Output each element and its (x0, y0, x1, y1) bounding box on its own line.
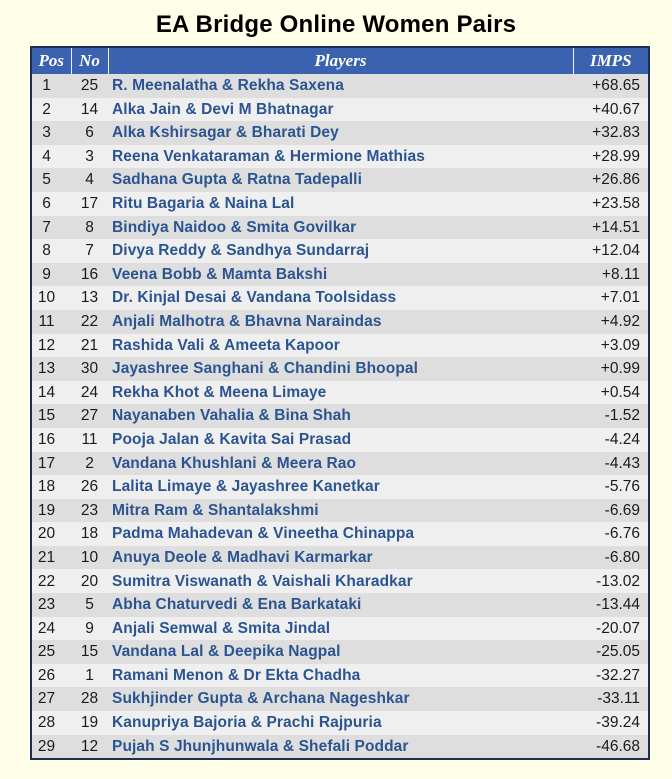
players-cell: Jayashree Sanghani & Chandini Bhoopal (112, 360, 419, 378)
players-cell: Lalita Limaye & Jayashree Kanetkar (112, 478, 380, 496)
players-cell: Rekha Khot & Meena Limaye (112, 383, 327, 401)
pos-cell: 11 (38, 312, 55, 330)
pos-cell: 8 (42, 242, 51, 260)
column-header-imps: IMPS (573, 47, 649, 74)
table-row (31, 404, 649, 428)
table-row (31, 475, 649, 499)
table-row (31, 334, 649, 358)
pos-cell: 12 (37, 336, 56, 354)
pos-cell: 2 (42, 100, 51, 118)
table-row (31, 452, 649, 476)
players-cell: Reena Venkataraman & Hermione Mathias (112, 147, 425, 165)
imps-cell: +40.67 (592, 100, 640, 118)
pos-cell: 13 (37, 360, 56, 378)
pos-cell: 3 (42, 124, 51, 142)
players-cell: Nayanaben Vahalia & Bina Shah (112, 407, 351, 425)
no-cell: 12 (80, 737, 99, 755)
imps-cell: +12.04 (592, 242, 640, 260)
pos-cell: 5 (42, 171, 51, 189)
pos-cell: 15 (37, 407, 56, 425)
imps-cell: -13.02 (596, 572, 640, 590)
no-cell: 26 (80, 478, 99, 496)
players-cell: Vandana Lal & Deepika Nagpal (112, 643, 341, 661)
players-cell: Ramani Menon & Dr Ekta Chadha (112, 666, 361, 684)
pos-cell: 19 (37, 501, 56, 519)
imps-cell: +0.99 (600, 360, 640, 378)
no-cell: 10 (80, 548, 99, 566)
table-row (31, 381, 649, 405)
players-cell: Sukhjinder Gupta & Archana Nageshkar (112, 690, 410, 708)
no-cell: 4 (85, 171, 94, 189)
table-row (31, 121, 649, 145)
imps-cell: +4.92 (600, 312, 640, 330)
table-row (31, 735, 649, 760)
pos-cell: 18 (37, 478, 56, 496)
table-row (31, 239, 649, 263)
pos-cell: 7 (42, 218, 51, 236)
table-row (31, 617, 649, 641)
imps-cell: -4.43 (604, 454, 640, 472)
no-cell: 24 (80, 383, 99, 401)
players-cell: Divya Reddy & Sandhya Sundarraj (112, 242, 370, 260)
pos-cell: 4 (42, 147, 51, 165)
imps-cell: -46.68 (596, 737, 640, 755)
pos-cell: 22 (37, 572, 56, 590)
imps-cell: -6.69 (604, 501, 640, 519)
imps-cell: -39.24 (596, 714, 640, 732)
page-title: EA Bridge Online Women Pairs (155, 11, 517, 38)
players-cell: Anjali Malhotra & Bhavna Naraindas (112, 312, 382, 330)
players-cell: Dr. Kinjal Desai & Vandana Toolsidass (112, 289, 397, 307)
players-cell: Pujah S Jhunjhunwala & Shefali Poddar (112, 737, 409, 755)
imps-cell: +32.83 (592, 124, 640, 142)
imps-cell: -6.80 (604, 548, 640, 566)
table-row (31, 192, 649, 216)
imps-cell: -4.24 (604, 430, 640, 448)
table-row (31, 593, 649, 617)
imps-cell: +3.09 (600, 336, 640, 354)
table-header (31, 47, 649, 74)
players-cell: R. Meenalatha & Rekha Saxena (112, 77, 344, 95)
pos-cell: 25 (37, 643, 56, 661)
table-row (31, 428, 649, 452)
pos-cell: 20 (37, 525, 56, 543)
players-cell: Ritu Bagaria & Naina Lal (112, 195, 295, 213)
table-row (31, 664, 649, 688)
table-row (31, 286, 649, 310)
players-cell: Padma Mahadevan & Vineetha Chinappa (112, 525, 415, 543)
pos-cell: 29 (37, 737, 56, 755)
table-row (31, 499, 649, 523)
imps-cell: -20.07 (596, 619, 640, 637)
pos-cell: 23 (37, 596, 56, 614)
no-cell: 23 (80, 501, 99, 519)
pos-cell: 16 (37, 430, 56, 448)
imps-cell: -6.76 (604, 525, 640, 543)
players-cell: Pooja Jalan & Kavita Sai Prasad (112, 430, 352, 448)
pos-cell: 17 (37, 454, 56, 472)
imps-cell: +26.86 (592, 171, 640, 189)
players-cell: Anjali Semwal & Smita Jindal (112, 619, 331, 637)
pos-cell: 1 (42, 77, 51, 95)
table-row (31, 145, 649, 169)
players-cell: Rashida Vali & Ameeta Kapoor (112, 336, 340, 354)
no-cell: 25 (80, 77, 99, 95)
players-cell: Kanupriya Bajoria & Prachi Rajpuria (112, 714, 382, 732)
imps-cell: +23.58 (592, 195, 640, 213)
table-row (31, 357, 649, 381)
pos-cell: 21 (37, 548, 56, 566)
no-cell: 21 (80, 336, 99, 354)
no-cell: 5 (85, 596, 94, 614)
table-row (31, 263, 649, 287)
no-cell: 17 (80, 195, 99, 213)
imps-cell: +28.99 (592, 147, 640, 165)
no-cell: 7 (85, 242, 94, 260)
players-cell: Vandana Khushlani & Meera Rao (112, 454, 357, 472)
players-cell: Abha Chaturvedi & Ena Barkataki (112, 596, 362, 614)
table-row (31, 522, 649, 546)
no-cell: 28 (80, 690, 99, 708)
no-cell: 9 (85, 619, 94, 637)
no-cell: 18 (80, 525, 99, 543)
table-row (31, 711, 649, 735)
no-cell: 27 (80, 407, 99, 425)
no-cell: 6 (85, 124, 94, 142)
results-table (30, 46, 650, 760)
players-cell: Veena Bobb & Mamta Bakshi (112, 265, 328, 283)
no-cell: 1 (85, 666, 94, 684)
pos-cell: 10 (37, 289, 56, 307)
table-row (31, 546, 649, 570)
no-cell: 11 (81, 430, 98, 448)
table-row (31, 168, 649, 192)
players-cell: Bindiya Naidoo & Smita Govilkar (112, 218, 357, 236)
column-header-players: Players (108, 47, 573, 74)
pos-cell: 14 (37, 383, 56, 401)
players-cell: Alka Jain & Devi M Bhatnagar (112, 100, 334, 118)
no-cell: 22 (80, 312, 99, 330)
players-cell: Anuya Deole & Madhavi Karmarkar (112, 548, 373, 566)
table-header-row (31, 47, 649, 74)
pos-cell: 24 (37, 619, 56, 637)
table-row (31, 569, 649, 593)
pos-cell: 26 (37, 666, 56, 684)
imps-cell: -13.44 (596, 596, 640, 614)
imps-cell: +0.54 (600, 383, 640, 401)
players-cell: Sumitra Viswanath & Vaishali Kharadkar (112, 572, 413, 590)
imps-cell: -32.27 (596, 666, 640, 684)
table-row (31, 74, 649, 98)
pos-cell: 28 (37, 714, 56, 732)
imps-cell: +14.51 (592, 218, 640, 236)
no-cell: 13 (80, 289, 99, 307)
pos-cell: 6 (42, 195, 51, 213)
no-cell: 30 (80, 360, 99, 378)
table-row (31, 640, 649, 664)
no-cell: 3 (85, 147, 94, 165)
pos-cell: 27 (37, 690, 56, 708)
column-header-pos: Pos (31, 47, 71, 74)
table-row (31, 216, 649, 240)
no-cell: 19 (80, 714, 99, 732)
table-row (31, 310, 649, 334)
imps-cell: +68.65 (592, 77, 640, 95)
no-cell: 14 (80, 100, 99, 118)
table-row (31, 98, 649, 122)
pos-cell: 9 (42, 265, 51, 283)
imps-cell: +8.11 (601, 265, 640, 283)
no-cell: 20 (80, 572, 99, 590)
imps-cell: -25.05 (596, 643, 640, 661)
table-body (31, 74, 649, 759)
no-cell: 16 (80, 265, 99, 283)
imps-cell: -5.76 (604, 478, 640, 496)
no-cell: 15 (80, 643, 99, 661)
imps-cell: -1.52 (604, 407, 640, 425)
column-header-no: No (71, 47, 108, 74)
no-cell: 2 (85, 454, 94, 472)
no-cell: 8 (85, 218, 94, 236)
imps-cell: +7.01 (600, 289, 640, 307)
players-cell: Mitra Ram & Shantalakshmi (112, 501, 319, 519)
table-row (31, 687, 649, 711)
players-cell: Alka Kshirsagar & Bharati Dey (112, 124, 339, 142)
imps-cell: -33.11 (597, 690, 640, 708)
players-cell: Sadhana Gupta & Ratna Tadepalli (112, 171, 362, 189)
